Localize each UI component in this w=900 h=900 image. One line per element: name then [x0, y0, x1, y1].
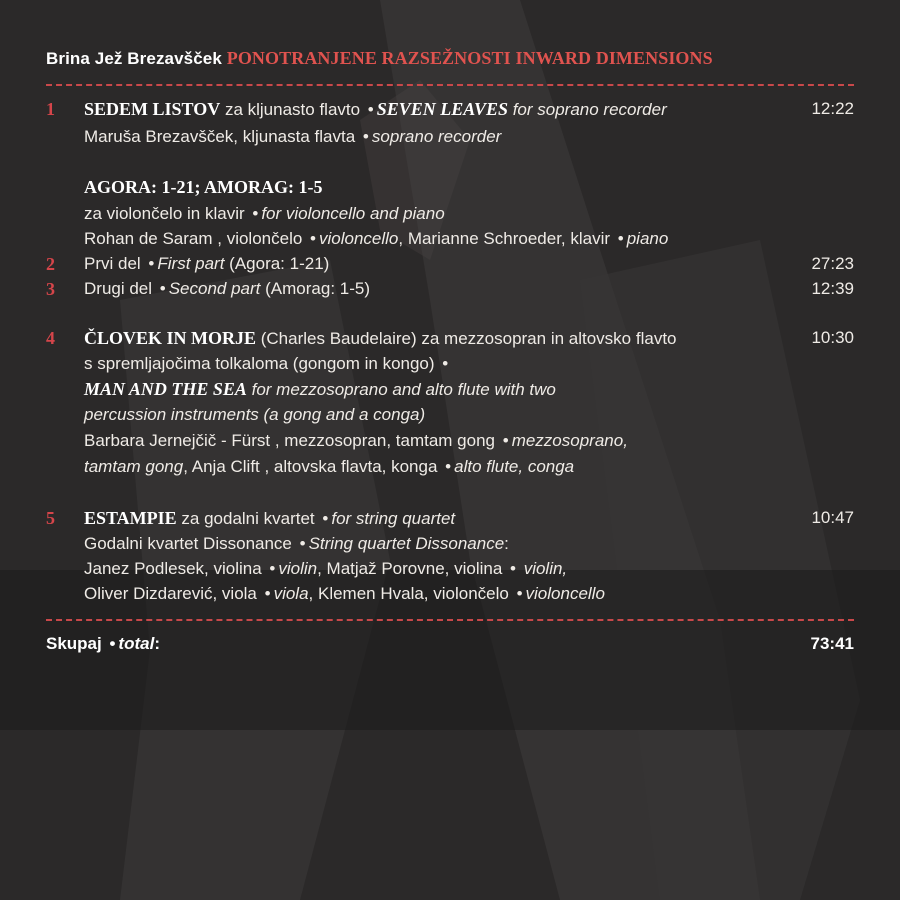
bullet: • [310, 229, 316, 248]
track-4-line2 [84, 354, 451, 374]
track-4-perf1-si: Barbara Jernejčič - Fürst , mezzosopran, tamtam gong [84, 431, 500, 450]
track-5-p2-si: , Matjaž Porovne, violina [317, 559, 508, 578]
track-number-2: 2 [46, 254, 55, 274]
bullet: • [367, 100, 374, 119]
track-5-p3-si: Oliver Dizdarević, viola [84, 584, 262, 603]
bullet: • [264, 584, 271, 603]
bullet: • [617, 229, 624, 248]
track-1-desc-en: for soprano recorder [507, 100, 667, 119]
bullet: • [269, 559, 276, 578]
track-1-duration: 12:22 [811, 99, 854, 118]
dashed-divider [46, 84, 854, 86]
track-5-ens-colon: : [504, 534, 509, 553]
track-5-p1-si: Janez Podlesek, violina [84, 559, 267, 578]
track-2-duration: 27:23 [811, 254, 854, 273]
agora-perf-a-en: violoncello [318, 229, 399, 248]
bullet: • [322, 509, 329, 528]
track-3-line [84, 279, 370, 299]
track-2-note: (Agora: 1-21) [224, 254, 330, 273]
track-4-title-en: MAN AND THE SEA [84, 379, 247, 399]
track-4-line3 [84, 379, 556, 400]
track-5-duration: 10:47 [811, 508, 854, 527]
total-label [46, 634, 160, 654]
track-5-p1-en: violin [278, 559, 318, 578]
track-4-title-line [84, 328, 677, 349]
track-5-performers-2 [84, 584, 605, 604]
bullet: • [252, 204, 259, 223]
bullet: • [516, 584, 523, 603]
track-1-performer [84, 127, 501, 147]
track-5-ens-en: String quartet Dissonance [308, 534, 505, 553]
track-4-perf2-en-a: tamtam gong [84, 457, 184, 476]
track-1-title-line [84, 99, 667, 120]
track-5-ensemble [84, 534, 509, 554]
track-number-4: 4 [46, 328, 55, 348]
total-colon: : [154, 634, 160, 653]
agora-performers [84, 229, 668, 249]
track-1-performer-en: soprano recorder [371, 127, 502, 146]
track-1-title-en: SEVEN LEAVES [376, 99, 508, 119]
total-label-si: Skupaj [46, 634, 107, 653]
agora-desc-en: for violoncello and piano [261, 204, 445, 223]
track-4-performers-1 [84, 431, 628, 451]
album-header [46, 48, 713, 69]
track-1-title: SEDEM LISTOV [84, 99, 221, 119]
track-2-si: Prvi del [84, 254, 146, 273]
track-1-desc-si: za kljunasto flavto [220, 100, 365, 119]
bullet: • [148, 254, 155, 273]
agora-perf-a: Rohan de Saram , violončelo [84, 229, 308, 248]
track-5-p3-en: viola [273, 584, 309, 603]
track-5-ens-si: Godalni kvartet Dissonance [84, 534, 297, 553]
track-5-title-line [84, 508, 455, 529]
track-5-performers-1 [84, 559, 567, 579]
bullet: • [442, 354, 449, 373]
artist-name: Brina Jež Brezavšček [46, 49, 222, 68]
track-4-performers-2 [84, 457, 574, 477]
track-number-3: 3 [46, 279, 55, 299]
agora-desc-si: za violončelo in klavir [84, 204, 250, 223]
agora-perf-b: , Marianne Schroeder, klavir [398, 229, 615, 248]
track-4-perf2-en-b: alto flute, conga [454, 457, 575, 476]
bullet: • [502, 431, 509, 450]
track-4-line4 [84, 405, 425, 425]
track-4-duration: 10:30 [811, 328, 854, 347]
track-1-performer-si: Maruša Brezavšček, kljunasta flavta [84, 127, 360, 146]
track-number-5: 5 [46, 508, 55, 528]
track-4-perf2-si: , Anja Clift , altovska flavta, konga [183, 457, 443, 476]
bullet: • [299, 534, 306, 553]
track-4-perf1-en: mezzosoprano, [511, 431, 628, 450]
track-5-desc-en: for string quartet [331, 509, 456, 528]
album-title-en: INWARD DIMENSIONS [515, 48, 713, 68]
track-5-title: ESTAMPIE [84, 508, 177, 528]
track-4-title: ČLOVEK IN MORJE [84, 328, 257, 348]
track-5-p4-si: , Klemen Hvala, violončelo [308, 584, 514, 603]
track-3-note: (Amorag: 1-5) [260, 279, 370, 298]
total-duration: 73:41 [810, 634, 854, 653]
track-3-si: Drugi del [84, 279, 157, 298]
total-label-en: total [118, 634, 155, 653]
track-5-p4-en: violoncello [525, 584, 605, 603]
track-5-p2-en: violin, [518, 559, 568, 578]
track-4-line2-text: s spremljajočima tolkaloma (gongom in kongo) [84, 354, 440, 373]
agora-desc [84, 204, 445, 224]
bullet: • [510, 559, 516, 578]
track-3-en: Second part [168, 279, 261, 298]
album-title-si: PONOTRANJENE RAZSEŽNOSTI [226, 48, 511, 68]
track-5-desc-si: za godalni kvartet [176, 509, 320, 528]
track-2-line [84, 254, 329, 274]
track-number-1: 1 [46, 99, 55, 119]
track-4-line3-text: for mezzosoprano and alto flute with two [246, 380, 556, 399]
track-4-line1: (Charles Baudelaire) za mezzosopran in altovsko flavto [256, 329, 677, 348]
dashed-divider [46, 619, 854, 621]
track-2-en: First part [157, 254, 225, 273]
track-3-duration: 12:39 [811, 279, 854, 298]
bullet: • [159, 279, 166, 298]
bullet: • [362, 127, 369, 146]
bullet: • [109, 634, 116, 653]
agora-title-text: AGORA: 1-21; AMORAG: 1-5 [84, 177, 323, 197]
agora-perf-b-en: piano [626, 229, 669, 248]
agora-title [84, 177, 322, 198]
track-4-line4-text: percussion instruments (a gong and a conga) [84, 405, 426, 424]
bullet: • [445, 457, 452, 476]
